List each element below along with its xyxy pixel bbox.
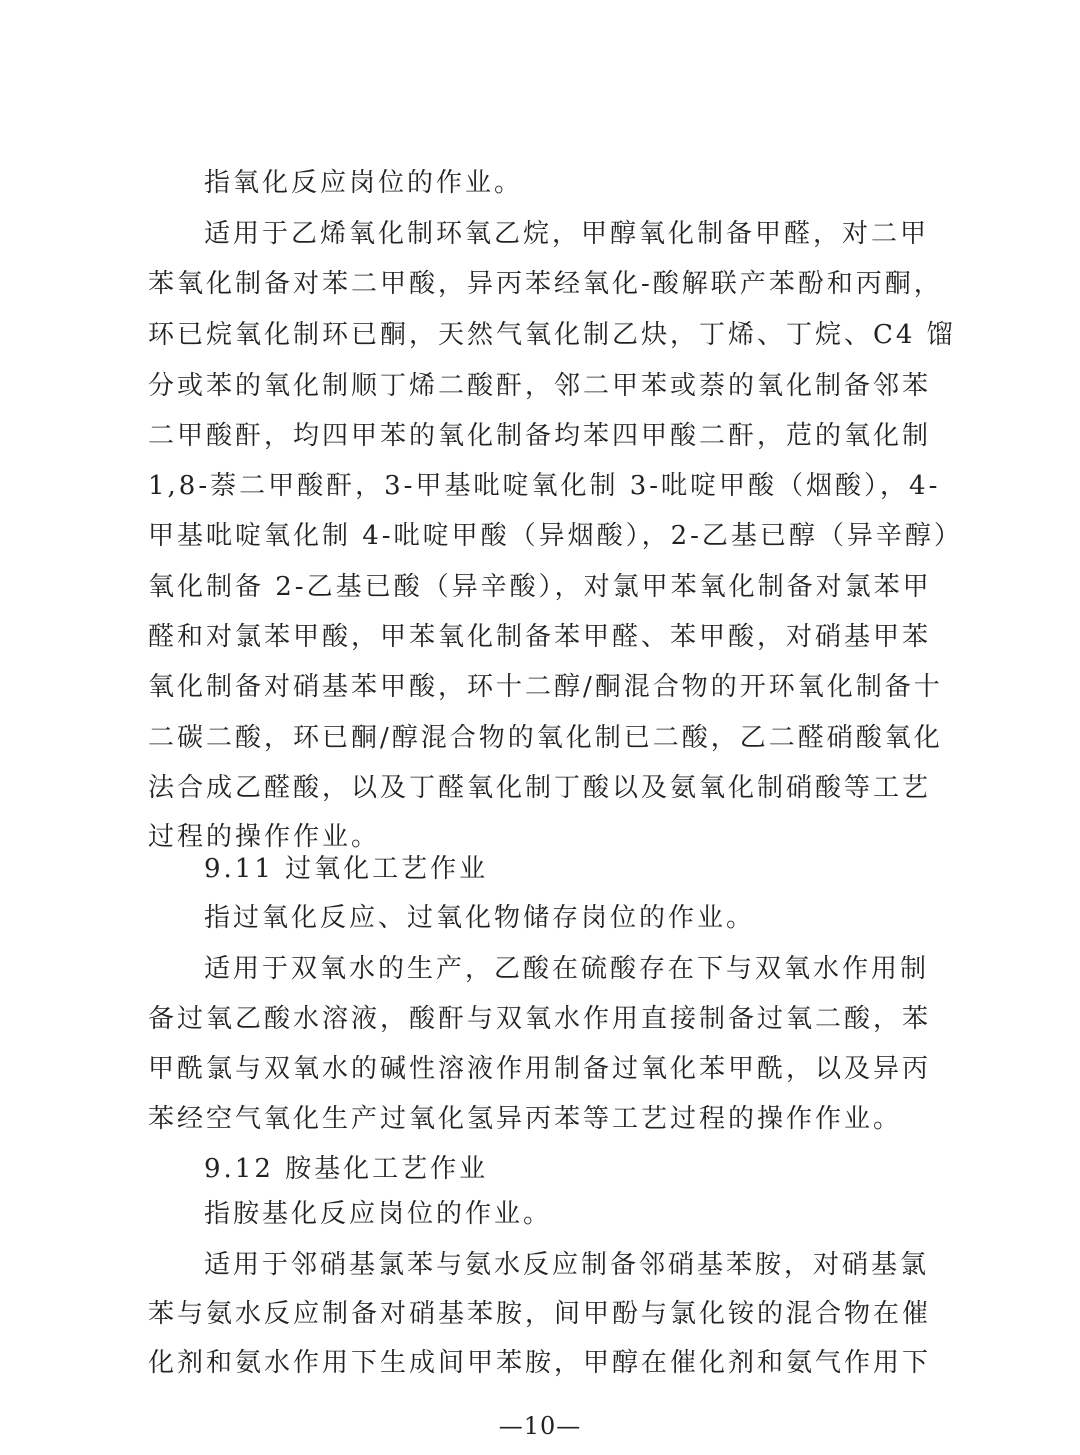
paragraph-line: 指胺基化反应岗位的作业。: [204, 1199, 553, 1229]
paragraph-line: 分或苯的氧化制顺丁烯二酸酐，邻二甲苯或萘的氧化制备邻苯: [148, 371, 932, 401]
paragraph-line: 过程的操作作业。: [148, 822, 381, 852]
section-heading-9-11: 9.11 过氧化工艺作业: [204, 854, 489, 884]
paragraph-line: 备过氧乙酸水溶液，酸酐与双氧水作用直接制备过氧二酸，苯: [148, 1004, 932, 1034]
paragraph-line: 指过氧化反应、过氧化物储存岗位的作业。: [204, 903, 756, 933]
paragraph-line: 甲基吡啶氧化制 4-吡啶甲酸（异烟酸），2-乙基已醇（异辛醇）: [148, 521, 963, 551]
paragraph-line: 氧化制备对硝基苯甲酸，环十二醇/酮混合物的开环氧化制备十: [148, 672, 943, 702]
paragraph-line: 氧化制备 2-乙基已酸（异辛酸），对氯甲苯氧化制备对氯苯甲: [148, 572, 932, 602]
paragraph-line: 二碳二酸，环已酮/醇混合物的氧化制已二酸，乙二醛硝酸氧化: [148, 723, 943, 753]
paragraph-line: 指氧化反应岗位的作业。: [204, 168, 524, 198]
section-heading-9-12: 9.12 胺基化工艺作业: [204, 1154, 489, 1184]
paragraph-line: 二甲酸酐，均四甲苯的氧化制备均苯四甲酸二酐，苊的氧化制: [148, 421, 932, 451]
paragraph-line: 适用于邻硝基氯苯与氨水反应制备邻硝基苯胺，对硝基氯: [204, 1250, 930, 1280]
paragraph-line: 适用于双氧水的生产，乙酸在硫酸存在下与双氧水作用制: [204, 954, 930, 984]
page-number: —10—: [498, 1412, 582, 1440]
paragraph-line: 法合成乙醛酸，以及丁醛氧化制丁酸以及氨氧化制硝酸等工艺: [148, 773, 932, 803]
paragraph-line: 醛和对氯苯甲酸，甲苯氧化制备苯甲醛、苯甲酸，对硝基甲苯: [148, 622, 932, 652]
paragraph-line: 甲酰氯与双氧水的碱性溶液作用制备过氧化苯甲酰，以及异丙: [148, 1054, 932, 1084]
paragraph-line: 苯经空气氧化生产过氧化氢异丙苯等工艺过程的操作作业。: [148, 1104, 903, 1134]
paragraph-line: 适用于乙烯氧化制环氧乙烷，甲醇氧化制备甲醛，对二甲: [204, 219, 930, 249]
paragraph-line: 1,8-萘二甲酸酐，3-甲基吡啶氧化制 3-吡啶甲酸（烟酸），4-: [148, 471, 941, 501]
paragraph-line: 化剂和氨水作用下生成间甲苯胺，甲醇在催化剂和氨气作用下: [148, 1348, 932, 1378]
paragraph-line: 苯与氨水反应制备对硝基苯胺，间甲酚与氯化铵的混合物在催: [148, 1299, 932, 1329]
paragraph-line: 苯氧化制备对苯二甲酸，异丙苯经氧化-酸解联产苯酚和丙酮，: [148, 269, 943, 299]
paragraph-line: 环已烷氧化制环已酮，天然气氧化制乙炔，丁烯、丁烷、C4 馏: [148, 320, 956, 350]
